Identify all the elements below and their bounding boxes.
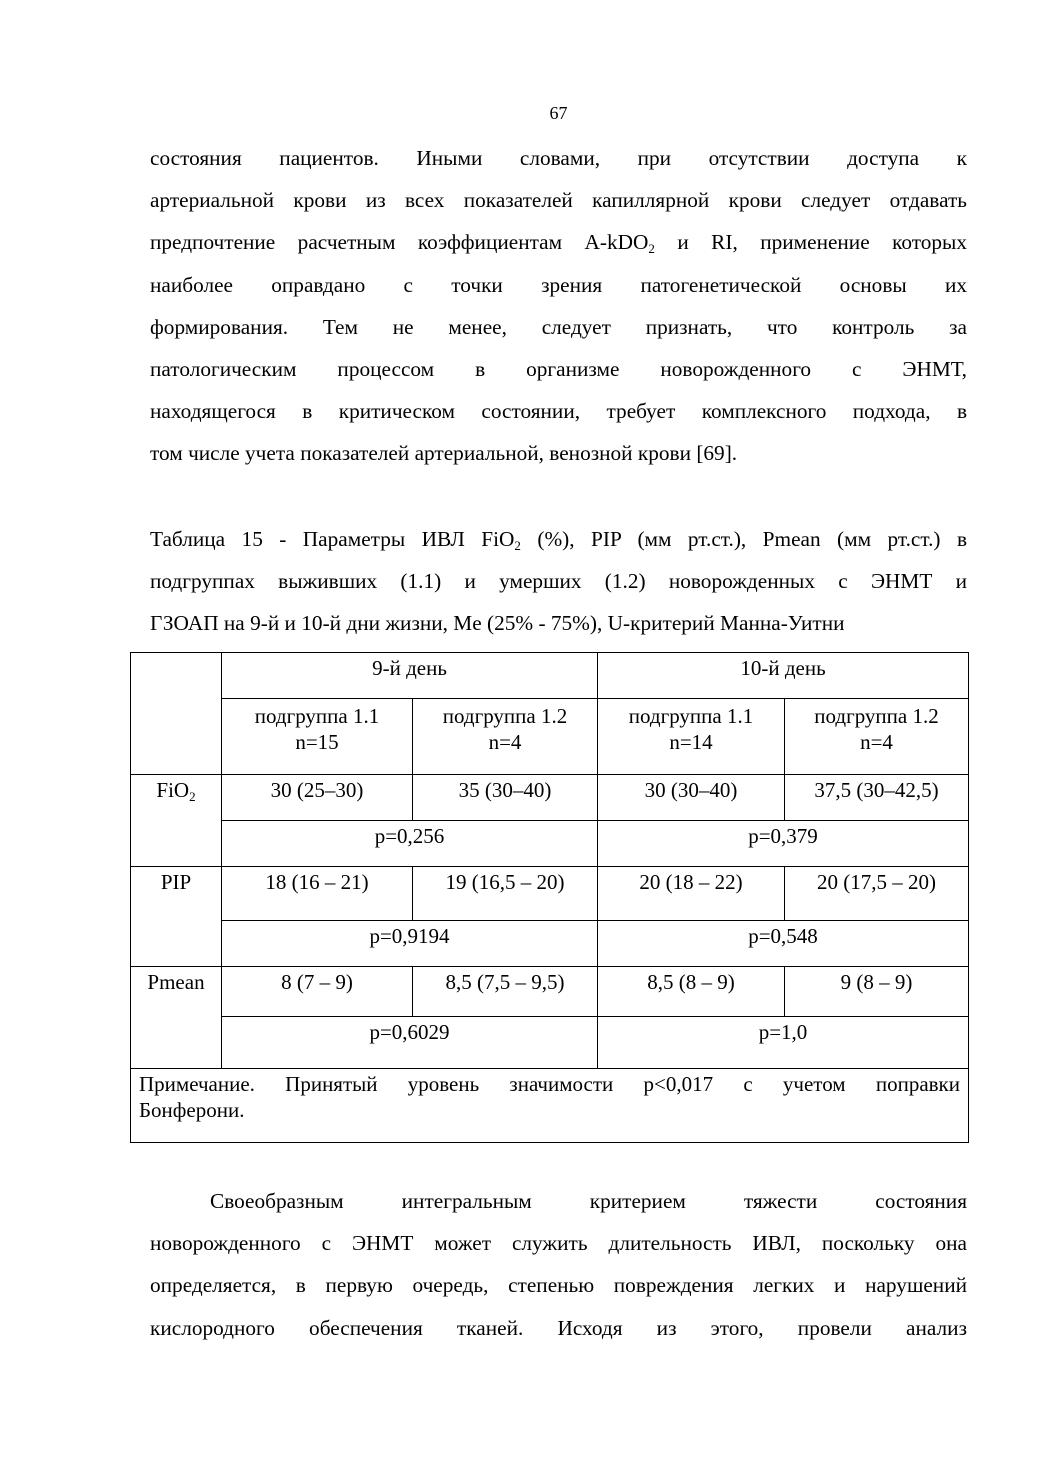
p-value-cell: p=0,256 [222,821,598,867]
subgroup-name: подгруппа 1.2 [442,704,568,728]
text-line: том числе учета показателей артериальной, венозной крови [69]. [150,441,738,466]
text-fragment: предпочтение расчетным коэффициентам A-kDO [150,230,649,255]
param-cell [131,867,222,967]
p-value-cell: p=1,0 [598,1017,969,1069]
table-caption [150,518,967,645]
value-cell: 8,5 (7,5 – 9,5) [413,967,598,1017]
text-line: состояния пациентов. Иными словами, при отсутствии доступа к [150,146,967,170]
param-cell [131,775,222,867]
paragraph-text [150,1180,967,1349]
text-line: определяется, в первую очередь, степенью повреждения легких и нарушений [150,1273,967,1298]
subgroup-n: n=14 [669,730,713,754]
corner-cell [131,653,222,775]
subgroup-n: n=4 [860,730,893,754]
value-cell: 19 (16,5 – 20) [413,867,598,921]
text-line [150,221,967,263]
subscript: 2 [189,789,196,804]
caption-line: подгруппах выживших (1.1) и умерших (1.2) новорожденных с ЭНМТ и [150,569,967,594]
text-fragment: и RI, применение которых [654,230,967,255]
param-label: FiO [156,778,190,802]
p-value-cell: p=0,6029 [222,1017,598,1069]
text-line: наиболее оправдано с точки зрения патогенетической основы их [150,272,967,297]
value-cell: 18 (16 – 21) [222,867,413,921]
p-value-cell: p=0,9194 [222,921,598,967]
subgroup-header [598,699,785,775]
param-cell [131,967,222,1069]
caption-line [150,518,967,560]
table-note [131,1069,969,1143]
text-line: патологическим процессом в организме новорожденного с ЭНМТ, [150,357,967,382]
p-value-cell: p=0,548 [598,921,969,967]
subgroup-name: подгруппа 1.2 [814,704,939,728]
value-cell: 8 (7 – 9) [222,967,413,1017]
text-line: новорожденного с ЭНМТ может служить длительность ИВЛ, поскольку она [150,1231,967,1256]
header-day10: 10-й день [598,653,969,699]
value-cell: 35 (30–40) [413,775,598,821]
value-cell: 30 (30–40) [598,775,785,821]
header-day9: 9-й день [222,653,598,699]
data-table [130,652,969,1143]
value-cell: 30 (25–30) [222,775,413,821]
p-value-cell: p=0,379 [598,821,969,867]
text-fragment: Таблица 15 - Параметры ИВЛ FiO [150,527,515,551]
value-cell: 8,5 (8 – 9) [598,967,785,1017]
value-cell: 9 (8 – 9) [785,967,969,1017]
text-line: находящегося в критическом состоянии, требует комплексного подхода, в [150,399,967,424]
param-label: PIP [160,870,192,894]
paragraph-text [150,137,967,475]
subscript: 2 [514,538,521,553]
text-fragment: (%), PIP (мм рт.ст.), Pmean (мм рт.ст.) в [520,527,967,551]
text-line: формирования. Тем не менее, следует признать, что контроль за [150,314,967,339]
subgroup-n: n=15 [295,730,339,754]
value-cell: 37,5 (30–42,5) [785,775,969,821]
caption-line: ГЗОАП на 9-й и 10-й дни жизни, Me (25% - 75%), U-критерий Манна-Уитни [150,611,845,636]
value-cell: 20 (17,5 – 20) [785,867,969,921]
note-line: Бонферони. [139,1098,245,1122]
subgroup-n: n=4 [488,730,522,754]
subgroup-name: подгруппа 1.1 [254,704,380,728]
text-line: кислородного обеспечения тканей. Исходя из этого, провели анализ [150,1315,967,1340]
text-line: Своеобразным интегральным критерием тяжести состояния [210,1189,967,1213]
text-line: артериальной крови из всех показателей капиллярной крови следует отдавать [150,188,967,213]
value-cell: 20 (18 – 22) [598,867,785,921]
subgroup-header [413,699,598,775]
note-line: Примечание. Принятый уровень значимости p<0,017 с учетом поправки [139,1072,960,1096]
subscript: 2 [648,241,655,257]
subgroup-name: подгруппа 1.1 [628,704,754,728]
page-number: 67 [549,103,568,123]
subgroup-header [222,699,413,775]
param-label: Pmean [147,970,205,994]
subgroup-header [785,699,969,775]
